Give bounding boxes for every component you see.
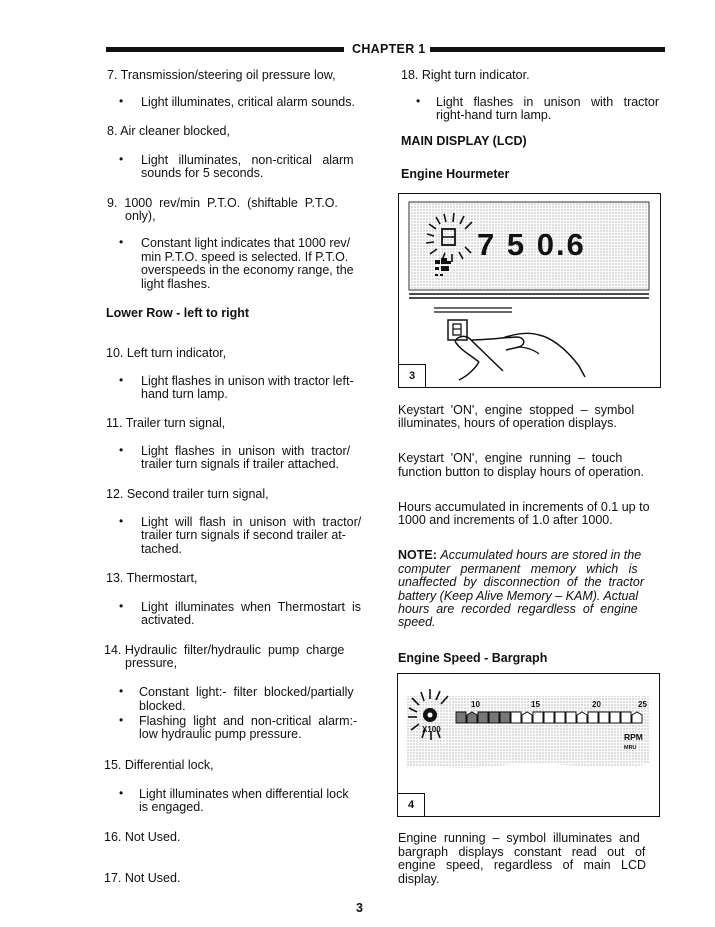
hourmeter-readout: 7 5 0.6 bbox=[477, 227, 586, 262]
item-14-bullet1-l2: blocked. bbox=[139, 699, 186, 713]
chapter-title: CHAPTER 1 bbox=[352, 42, 426, 56]
item-11: 11. Trailer turn signal, bbox=[106, 416, 226, 430]
note-line-4: battery (Keep Alive Memory – KAM). Actual bbox=[398, 589, 639, 603]
item-10: 10. Left turn indicator, bbox=[106, 346, 227, 360]
item-9-bullet-l4: light flashes. bbox=[141, 277, 211, 291]
item-13-bullet-l1: Light illuminates when Thermostart is bbox=[141, 600, 362, 614]
bargraph-unit: RPM bbox=[624, 732, 643, 742]
item-7-bullet: Light illuminates, critical alarm sounds. bbox=[141, 95, 355, 109]
note-label: NOTE: bbox=[398, 548, 437, 562]
hourmeter-para-3-l2: 1000 and increments of 1.0 after 1000. bbox=[398, 513, 613, 527]
item-14-l1: 14. Hydraulic filter/hydraulic pump charge bbox=[104, 643, 345, 657]
note-line-3: unaffected by disconnection of the tractor bbox=[398, 575, 644, 589]
item-13-bullet-l2: activated. bbox=[141, 613, 195, 627]
figure-3-hourmeter bbox=[398, 193, 661, 388]
note-line-2: computer permanent memory which is bbox=[398, 562, 638, 576]
item-10-bullet-l2: hand turn lamp. bbox=[141, 387, 228, 401]
figure-4-number: 4 bbox=[398, 793, 425, 816]
hourmeter-para-1-l2: illuminates, hours of operation displays. bbox=[398, 416, 617, 430]
item-9-bullet-l1: Constant light indicates that 1000 rev/ bbox=[141, 236, 351, 250]
hourmeter-para-1-l1: Keystart 'ON', engine stopped – symbol bbox=[398, 403, 635, 417]
header-rule-left bbox=[106, 47, 344, 52]
item-15-bullet-l2: is engaged. bbox=[139, 800, 204, 814]
note-line-6: speed. bbox=[398, 615, 436, 629]
figure-4-bargraph bbox=[397, 673, 660, 817]
item-12-bullet-l3: tached. bbox=[141, 542, 183, 556]
hourmeter-heading: Engine Hourmeter bbox=[401, 167, 510, 181]
bargraph-scale-20: 20 bbox=[592, 700, 601, 709]
bargraph-unit-sub: MRU bbox=[624, 745, 637, 751]
item-15: 15. Differential lock, bbox=[104, 758, 214, 772]
hourmeter-para-3-l1: Hours accumulated in increments of 0.1 up to bbox=[398, 500, 650, 514]
item-10-bullet-l1: Light flashes in unison with tractor left- bbox=[141, 374, 354, 388]
item-17: 17. Not Used. bbox=[104, 871, 181, 885]
item-8-bullet-l2: sounds for 5 seconds. bbox=[141, 166, 264, 180]
bargraph-para-l1: Engine running – symbol illuminates and bbox=[398, 831, 640, 845]
hourmeter-para-2-l1: Keystart 'ON', engine running – touch bbox=[398, 451, 623, 465]
bullet-icon: • bbox=[119, 713, 124, 727]
item-16: 16. Not Used. bbox=[104, 830, 181, 844]
item-8: 8. Air cleaner blocked, bbox=[107, 124, 230, 138]
bargraph-scale-25: 25 bbox=[638, 700, 647, 709]
item-18-bullet-l2: right-hand turn lamp. bbox=[436, 108, 552, 122]
item-18-bullet-l1: Light flashes in unison with tractor bbox=[436, 95, 660, 109]
bargraph-scale-10: 10 bbox=[471, 700, 480, 709]
bullet-icon: • bbox=[119, 152, 124, 166]
page-number: 3 bbox=[356, 901, 363, 915]
main-display-heading: MAIN DISPLAY (LCD) bbox=[401, 134, 527, 148]
bargraph-para-l2: bargraph displays constant read out of bbox=[398, 845, 646, 859]
item-14-bullet2-l2: low hydraulic pump pressure. bbox=[139, 727, 302, 741]
item-12: 12. Second trailer turn signal, bbox=[106, 487, 269, 501]
item-9-bullet-l3: overspeeds in the economy range, the bbox=[141, 263, 354, 277]
bullet-icon: • bbox=[119, 684, 124, 698]
item-12-bullet-l2: trailer turn signals if second trailer at- bbox=[141, 528, 346, 542]
item-15-bullet-l1: Light illuminates when differential lock bbox=[139, 787, 349, 801]
bargraph-multiplier: X100 bbox=[422, 725, 441, 734]
item-11-bullet-l1: Light flashes in unison with tractor/ bbox=[141, 444, 351, 458]
bargraph-heading: Engine Speed - Bargraph bbox=[398, 651, 548, 665]
bargraph-para-l4: display. bbox=[398, 872, 440, 886]
bullet-icon: • bbox=[119, 599, 124, 613]
header-rule-right bbox=[430, 47, 665, 52]
item-9-l2: only), bbox=[125, 209, 156, 223]
hourmeter-para-2-l2: function button to display hours of operation. bbox=[398, 465, 644, 479]
item-14-bullet1-l1: Constant light:- filter blocked/partially bbox=[139, 685, 354, 699]
note bbox=[398, 548, 662, 562]
bullet-icon: • bbox=[119, 373, 124, 387]
item-13: 13. Thermostart, bbox=[106, 571, 198, 585]
bargraph-para-l3: engine speed, regardless of main LCD bbox=[398, 858, 647, 872]
bullet-icon: • bbox=[119, 235, 124, 249]
note-line-5: hours are recorded regardless of engine bbox=[398, 602, 638, 616]
lower-row-heading: Lower Row - left to right bbox=[106, 306, 250, 320]
item-8-bullet-l1: Light illuminates, non-critical alarm bbox=[141, 153, 354, 167]
item-7: 7. Transmission/steering oil pressure low, bbox=[107, 68, 336, 82]
item-11-bullet-l2: trailer turn signals if trailer attached. bbox=[141, 457, 340, 471]
note-line-1: Accumulated hours are stored in the bbox=[440, 548, 642, 562]
item-12-bullet-l1: Light will flash in unison with tractor/ bbox=[141, 515, 362, 529]
figure-3-number: 3 bbox=[399, 364, 426, 387]
bargraph-scale-15: 15 bbox=[531, 700, 540, 709]
bullet-icon: • bbox=[119, 786, 124, 800]
bullet-icon: • bbox=[119, 514, 124, 528]
item-9-bullet-l2: min P.T.O. speed is selected. If P.T.O. bbox=[141, 250, 349, 264]
item-9-l1: 9. 1000 rev/min P.T.O. (shiftable P.T.O. bbox=[107, 196, 338, 210]
item-18: 18. Right turn indicator. bbox=[401, 68, 530, 82]
bullet-icon: • bbox=[119, 443, 124, 457]
item-14-l2: pressure, bbox=[125, 656, 178, 670]
item-14-bullet2-l1: Flashing light and non-critical alarm:- bbox=[139, 714, 358, 728]
bullet-icon: • bbox=[416, 94, 421, 108]
bullet-icon: • bbox=[119, 94, 124, 108]
